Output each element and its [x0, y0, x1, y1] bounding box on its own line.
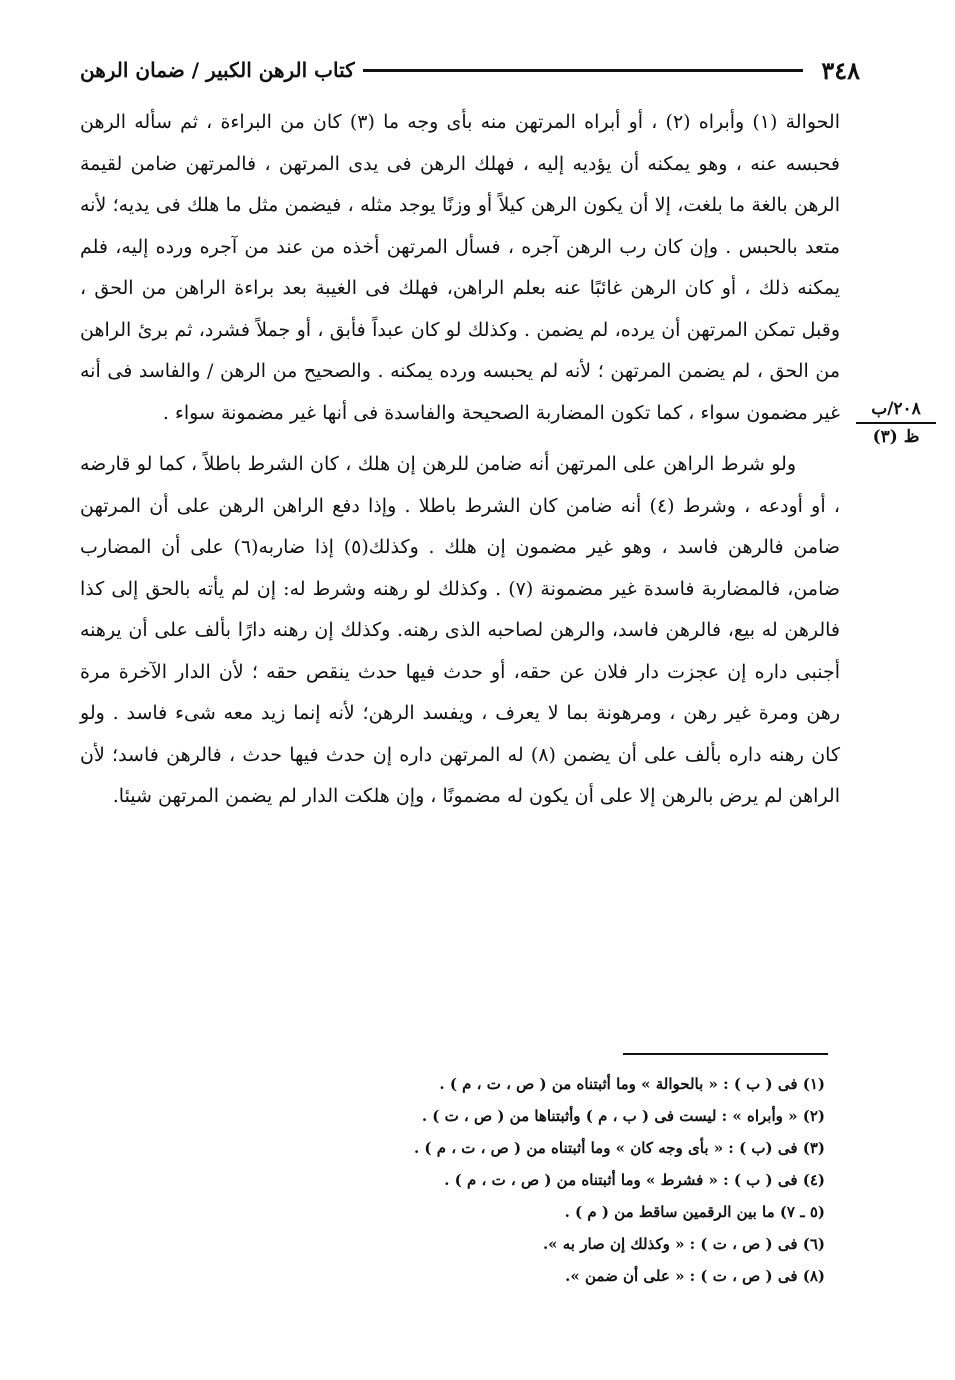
footnote-4: (٤) فى ( ب ) : « فشرط » وما أثبتناه من ( ص ، ت ، م ) .	[444, 1171, 825, 1189]
footnote-1: (١) فى ( ب ) : « بالحوالة » وما أثبتناه من ( ص ، ت ، م ) .	[439, 1075, 825, 1093]
footnote-3: (٣) فى (ب ) : « بأى وجه كان » وما أثبتناه من ( ص ، ت ، م ) .	[413, 1139, 825, 1157]
header-rule	[363, 69, 804, 72]
paragraph-1: الحوالة (١) وأبراه (٢) ، أو أبراه المرتهن منه بأى وجه ما (٣) كان من البراءة ، ثم سأله الرهن فحبسه عنه ، وهو يمكنه أن يؤديه إليه ، فهلك الرهن فى يدى المرتهن ، فالمرتهن ضامن لقيمة الرهن بالغة ما بلغت، إلا أن يكون الرهن كيلاً أو وزنًا يوجد مثله ، فيضمن مثل ما هلك فى يديه؛ لأنه متعد بالحبس . وإن كان رب الرهن آجره ، فسأل المرتهن أخذه من عند من آجره ورده إليه، فلم يمكنه ذلك ، أو كان الرهن غائبًا عنه بعلم الراهن، فهلك فى الغيبة بعد براءة الراهن من الحق ، وقبل تمكن المرتهن أن يرده، لم يضمن . وكذلك لو كان عبداً فأبق ، أو جملاً فشرد، ثم برئ الراهن من الحق ، لم يضمن المرتهن ؛ لأنه لم يحبسه ورده يمكنه . والصحيح من الرهن / والفاسد فى أنه غير مضمون سواء ، كما تكون المضاربة الصحيحة والفاسدة فى أنها غير مضمونة سواء .	[80, 111, 841, 424]
folio-source: ظ (٣)	[872, 427, 920, 447]
footnote-5-7: (٥ ـ ٧) ما بين الرقمين ساقط من ( م ) .	[564, 1203, 825, 1221]
running-head	[80, 52, 860, 88]
footnote-separator	[623, 1053, 828, 1055]
footnotes	[300, 1068, 825, 1292]
main-text	[80, 102, 840, 818]
footnote-8: (٨) فى ( ص ، ت ) : « على أن ضمن ».	[565, 1267, 825, 1285]
footnote-2: (٢) « وأبراه » : ليست فى ( ب ، م ) وأثبتناها من ( ص ، ت ) .	[421, 1107, 825, 1125]
folio-marker: ٢٠٨/ب	[856, 398, 936, 424]
paragraph-2: ولو شرط الراهن على المرتهن أنه ضامن للرهن إن هلك ، كان الشرط باطلاً ، كما لو قارضه ، أو أودعه ، وشرط (٤) أنه ضامن كان الشرط باطلا . وإذا دفع الراهن الرهن على أن المرتهن ضامن فالرهن فاسد ، وهو غير مضمون إن هلك . وكذلك(٥) إذا ضاربه(٦) على أن المضارب ضامن، فالمضاربة فاسدة غير مضمونة (٧) . وكذلك لو رهنه وشرط له: إن لم يأته بالحق إلى كذا فالرهن له بيع، فالرهن فاسد، والرهن لصاحبه الذى رهنه. وكذلك إن رهنه دارًا بألف على أن يرهنه أجنبى داره إن عجزت دار فلان عن حقه، أو حدث فيها حدث ينقص حقه ؛ لأن الدار الآخرة مرة رهن ومرة غير رهن ، ومرهونة بما لا يعرف ، ويفسد الرهن؛ لأنه إنما زيد معه شىء فاسد . ولو كان رهنه داره بألف على أن يضمن (٨) له المرتهن داره إن حدث فيها حدث ، فالرهن فاسد؛ لأن الراهن لم يرض بالرهن إلا على أن يكون له مضمونًا ، وإن هلكت الدار لم يضمن المرتهن شيئا.	[80, 453, 840, 807]
running-title: كتاب الرهن الكبير / ضمان الرهن	[80, 58, 355, 82]
page-number: ٣٤٨	[821, 55, 860, 85]
footnote-6: (٦) فى ( ص ، ت ) : « وكذلك إن صار به ».	[542, 1235, 825, 1253]
manuscript-folio-note	[856, 398, 936, 448]
